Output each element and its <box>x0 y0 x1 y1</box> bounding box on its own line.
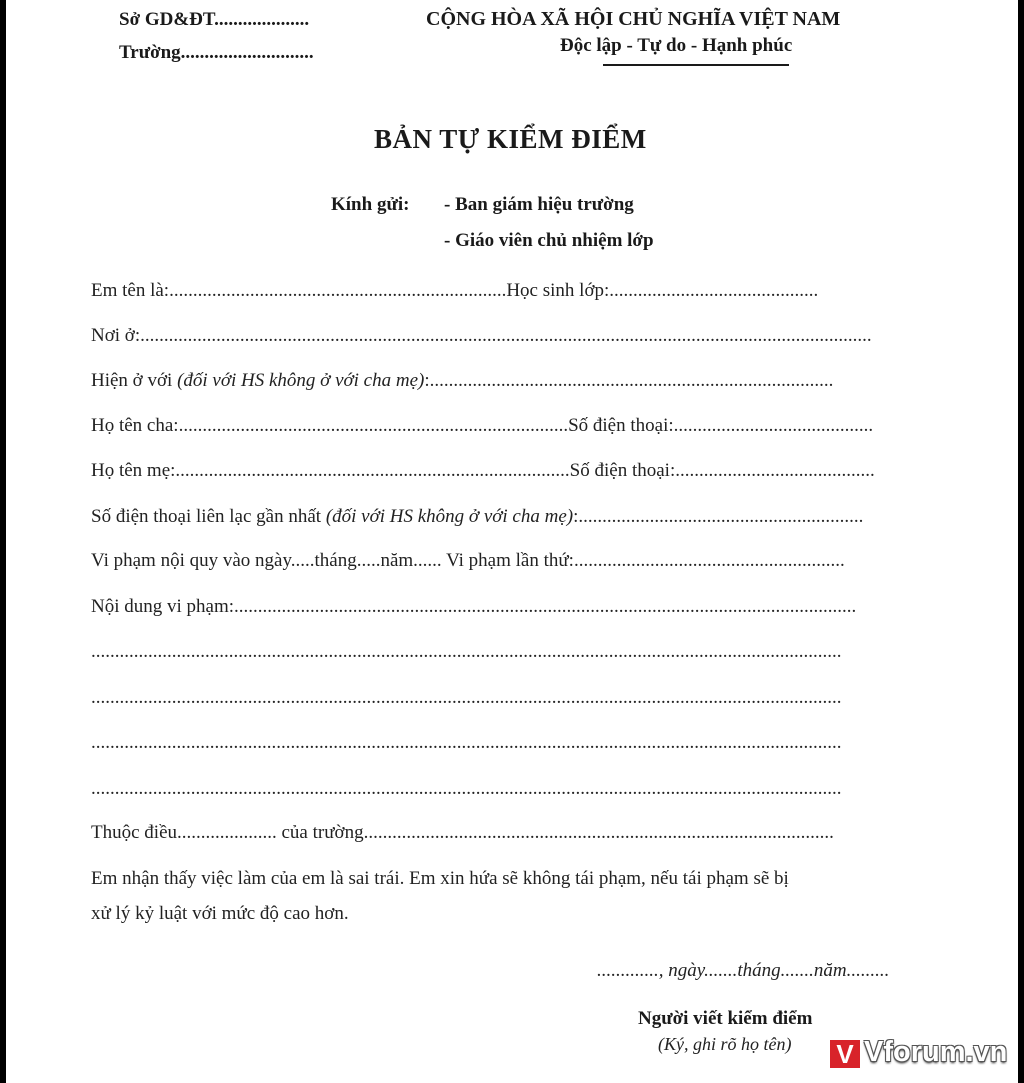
field-mother: Họ tên mẹ:...................................................................................Số điện thoại:.......................................... <box>91 460 875 481</box>
document-title: BẢN TỰ KIỂM ĐIỂM <box>374 124 647 154</box>
blank-line: .............................................................................................................................................................. <box>91 732 842 753</box>
signature-date-line: ............., ngày.......tháng.......năm......... <box>597 960 890 981</box>
document-page <box>6 0 1018 1083</box>
blank-line: .............................................................................................................................................................. <box>91 687 842 708</box>
blank-line: .............................................................................................................................................................. <box>91 641 842 662</box>
field-contact-dots: :............................................................ <box>573 506 864 527</box>
vforum-logo-icon: V <box>830 1040 860 1068</box>
field-living-with <box>91 370 833 392</box>
field-contact-phone <box>91 506 863 528</box>
field-living-with-dots: :..................................................................................... <box>424 370 834 391</box>
field-contact-note: (đối với HS không ở với cha mẹ) <box>325 506 574 527</box>
motto: Độc lập - Tự do - Hạnh phúc <box>560 35 793 56</box>
watermark-text: Vforum.vn <box>864 1036 1008 1068</box>
commitment-line-1: Em nhận thấy việc làm của em là sai trái. Em xin hứa sẽ không tái phạm, nếu tái phạm sẽ bị <box>91 868 789 889</box>
school-line: Trường............................ <box>119 42 314 63</box>
field-father: Họ tên cha:..................................................................................Số điện thoại:.......................................... <box>91 415 874 436</box>
field-violation-content: Nội dung vi phạm:................................................................................................................................... <box>91 596 857 617</box>
recipient-teacher: - Giáo viên chủ nhiệm lớp <box>444 230 654 251</box>
field-living-with-label: Hiện ở với <box>91 370 178 391</box>
field-violation-date: Vi phạm nội quy vào ngày.....tháng.....năm...... Vi phạm lần thứ:......................................................... <box>91 550 845 571</box>
commitment-line-2: xử lý kỷ luật với mức độ cao hơn. <box>91 903 349 924</box>
recipient-board: - Ban giám hiệu trường <box>444 194 634 215</box>
blank-line: .............................................................................................................................................................. <box>91 778 842 799</box>
department-line: Sở GD&ĐT.................... <box>119 9 310 30</box>
field-address: Nơi ở:.......................................................................................................................................................... <box>91 325 872 346</box>
field-name-class: Em tên là:.......................................................................Học sinh lớp:............................................ <box>91 280 819 301</box>
recipients-label: Kính gửi: <box>331 194 410 215</box>
field-article: Thuộc điều..................... của trường................................................................................................... <box>91 822 834 843</box>
motto-underline <box>603 64 789 66</box>
field-contact-label: Số điện thoại liên lạc gần nhất <box>91 506 326 527</box>
signature-note: (Ký, ghi rõ họ tên) <box>658 1034 792 1054</box>
field-living-with-note: (đối với HS không ở với cha mẹ) <box>177 370 425 391</box>
signature-title: Người viết kiểm điểm <box>638 1008 813 1029</box>
national-title: CỘNG HÒA XÃ HỘI CHỦ NGHĨA VIỆT NAM <box>426 8 841 30</box>
